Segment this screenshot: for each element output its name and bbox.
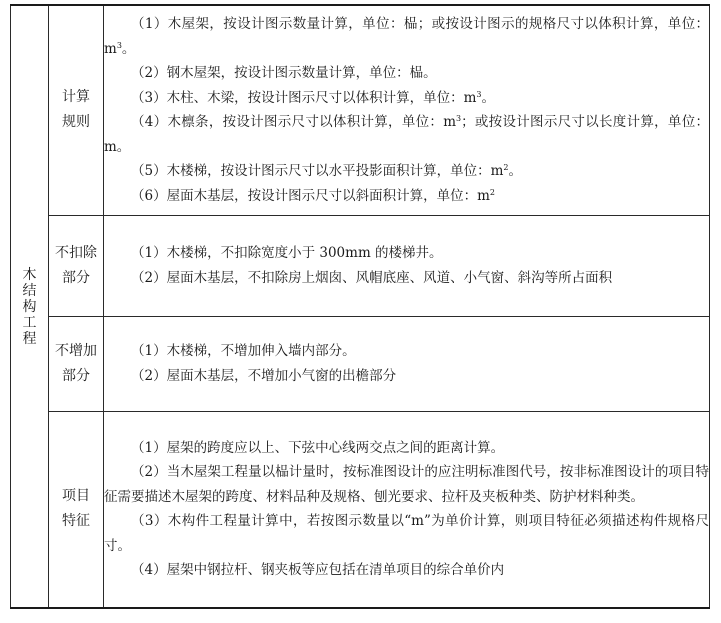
- table-row: [11, 5, 710, 215]
- category-label-line: 不增加: [55, 342, 97, 359]
- category-label-line: 项目: [62, 488, 90, 505]
- rule-text: （2）屋面木基层，不扣除房上烟囱、风帽底座、风道、小气窗、斜沟等所占面积: [131, 269, 613, 286]
- rules-table: [10, 4, 710, 609]
- rule-item: [104, 86, 709, 111]
- content-cell: [104, 5, 710, 215]
- rule-item: [104, 509, 709, 558]
- content-cell: [104, 316, 710, 411]
- rule-text: （1）木楼梯，不扣除宽度小于 300mm 的楼梯井。: [131, 245, 443, 261]
- superscript: 3: [476, 89, 482, 99]
- superscript: 2: [503, 163, 509, 173]
- category-cell: [49, 215, 104, 316]
- category-label-line: 不扣除: [55, 244, 97, 261]
- rule-text: （1）木屋架，按设计图示数量计算，单位：榀；或按设计图示的规格尺寸以体积计算，单位：m: [104, 16, 709, 57]
- rule-item: [104, 241, 709, 266]
- rule-item: [104, 12, 709, 61]
- rule-text-tail: 。: [508, 163, 522, 180]
- superscript: 3: [116, 40, 122, 50]
- rule-text-tail: 。: [121, 40, 136, 57]
- rule-text: （3）木柱、木梁，按设计图示尺寸以体积计算，单位：m: [131, 89, 477, 106]
- superscript: 3: [456, 114, 462, 124]
- category-label-line: 部分: [62, 269, 90, 286]
- category-cell: [49, 5, 104, 215]
- rule-item: [104, 436, 709, 461]
- rule-item: [104, 159, 709, 184]
- rule-item: [104, 558, 709, 583]
- rule-text: （2）当木屋架工程量以榀计量时，按标准图设计的应注明标准图代号，按非标准图设计的项目特征需要描述木屋架的跨度、材料品种及规格、刨光要求、拉杆及夹板种类、防护材料种类。: [104, 464, 709, 505]
- rule-text: （5）木楼梯，按设计图示尺寸以水平投影面积计算，单位：m: [131, 163, 504, 180]
- main-category-cell: [11, 5, 49, 608]
- rule-text: （4）木檩条，按设计图示尺寸以体积计算，单位：m: [131, 114, 457, 131]
- rule-text: （2）屋面木基层，不增加小气窗的出檐部分: [131, 367, 397, 384]
- rule-item: [104, 460, 709, 509]
- rule-item: [104, 339, 709, 364]
- main-category-label: 木结构工程: [22, 266, 37, 347]
- table-row: [11, 411, 710, 608]
- category-cell: [49, 316, 104, 411]
- category-label-line: 部分: [62, 367, 90, 384]
- rule-item: [104, 266, 709, 291]
- rule-item: [104, 110, 709, 159]
- content-cell: [104, 411, 710, 608]
- category-label-line: 计算: [62, 89, 90, 106]
- rule-text-tail: ；或按设计图示尺寸以长度计算，单位：m。: [104, 114, 710, 155]
- rule-text-tail: 。: [481, 89, 495, 106]
- table-row: [11, 316, 710, 411]
- rule-text: （1）屋架的跨度应以上、下弦中心线两交点之间的距离计算。: [131, 439, 505, 456]
- rule-item: [104, 364, 709, 389]
- rule-item: [104, 184, 709, 209]
- rule-text: （6）屋面木基层，按设计图示尺寸以斜面积计算，单位：m: [131, 187, 490, 204]
- table-row: [11, 215, 710, 316]
- rule-text: （1）木楼梯，不增加伸入墙内部分。: [131, 343, 356, 359]
- rule-text: （2）钢木屋架，按设计图示数量计算，单位：榀。: [131, 65, 437, 82]
- category-cell: [49, 411, 104, 608]
- rule-item: [104, 61, 709, 86]
- category-label-line: 规则: [62, 114, 90, 131]
- rule-text: （4）屋架中钢拉杆、钢夹板等应包括在清单项目的综合单价内: [131, 562, 505, 579]
- rule-text: （3）木构件工程量计算中，若按图示数量以“m”为单价计算，则项目特征必须描述构件规格尺寸。: [104, 513, 709, 554]
- superscript: 2: [489, 187, 495, 197]
- content-cell: [104, 215, 710, 316]
- category-label-line: 特征: [62, 513, 90, 530]
